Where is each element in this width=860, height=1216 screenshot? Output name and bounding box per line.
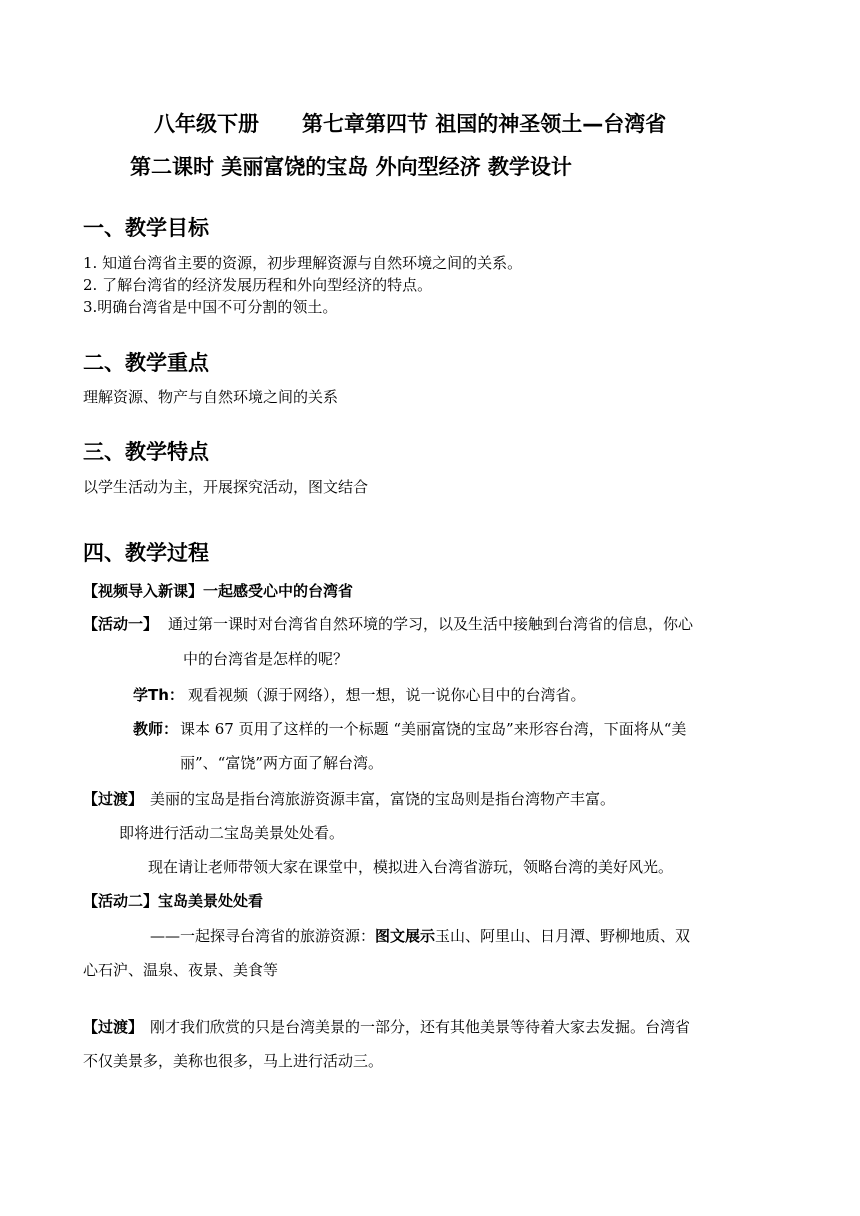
heading-features: 三、教学特点 bbox=[83, 440, 209, 464]
teacher-label: 教师： bbox=[133, 720, 179, 738]
teacher-text-2: 丽”、“富饶”两方面了解台湾。 bbox=[180, 754, 384, 772]
title-grade: 八年级下册 bbox=[154, 112, 259, 136]
heading-goals: 一、教学目标 bbox=[83, 216, 209, 240]
activity1-text-2: 中的台湾省是怎样的呢？ bbox=[183, 650, 349, 668]
process-intro: 【视频导入新课】一起感受心中的台湾省 bbox=[83, 582, 354, 600]
transition1-text-3: 现在请让老师带领大家在课堂中，模拟进入台湾省游玩，领略台湾的美好风光。 bbox=[148, 858, 674, 876]
teacher-text-1: 课本 67 页用了这样的一个标题 “美丽富饶的宝岛”来形容台湾，下面将从“美 bbox=[180, 720, 687, 738]
activity1-label: 【活动一】 bbox=[83, 615, 159, 633]
activity1-text-1: 通过第一课时对台湾省自然环境的学习，以及生活中接触到台湾省的信息，你心 bbox=[168, 615, 694, 633]
activity2-heading: 【活动二】宝岛美景处处看 bbox=[83, 892, 264, 910]
goal-item-1: 1. 知道台湾省主要的资源，初步理解资源与自然环境之间的关系。 bbox=[83, 254, 523, 272]
heading-process: 四、教学过程 bbox=[83, 541, 209, 565]
activity2-bold: 图文展示 bbox=[375, 927, 436, 945]
key-text: 理解资源、物产与自然环境之间的关系 bbox=[83, 388, 339, 406]
activity2-rest: 玉山、阿里山、日月潭、野柳地质、双 bbox=[435, 927, 691, 945]
goal-item-2: 2. 了解台湾省的经济发展历程和外向型经济的特点。 bbox=[83, 276, 433, 294]
transition2-text-2: 不仅美景多，美称也很多，马上进行活动三。 bbox=[83, 1052, 384, 1070]
heading-key: 二、教学重点 bbox=[83, 351, 209, 375]
features-text: 以学生活动为主，开展探究活动，图文结合 bbox=[83, 478, 369, 496]
title-chapter: 第七章第四节 祖国的神圣领土—台湾省 bbox=[302, 112, 667, 136]
activity2-line-1 bbox=[150, 925, 690, 946]
transition2-text-1: 刚才我们欣赏的只是台湾美景的一部分，还有其他美景等待着大家去发掘。台湾省 bbox=[150, 1018, 691, 1036]
transition1-text-2: 即将进行活动二宝岛美景处处看。 bbox=[119, 824, 345, 842]
student-label: 学Th： bbox=[133, 686, 184, 704]
activity2-line-2: 心石沪、温泉、夜景、美食等 bbox=[83, 961, 279, 979]
activity2-prefix: ——一起探寻台湾省的旅游资源： bbox=[150, 927, 376, 945]
student-text: 观看视频（源于网络），想一想，说一说你心目中的台湾省。 bbox=[188, 686, 586, 704]
title-lesson: 第二课时 美丽富饶的宝岛 外向型经济 教学设计 bbox=[130, 155, 572, 179]
transition1-text: 美丽的宝岛是指台湾旅游资源丰富，富饶的宝岛则是指台湾物产丰富。 bbox=[150, 790, 616, 808]
transition1-label: 【过渡】 bbox=[83, 790, 144, 808]
transition2-label: 【过渡】 bbox=[83, 1018, 144, 1036]
goal-item-3: 3.明确台湾省是中国不可分割的领土。 bbox=[83, 298, 338, 316]
